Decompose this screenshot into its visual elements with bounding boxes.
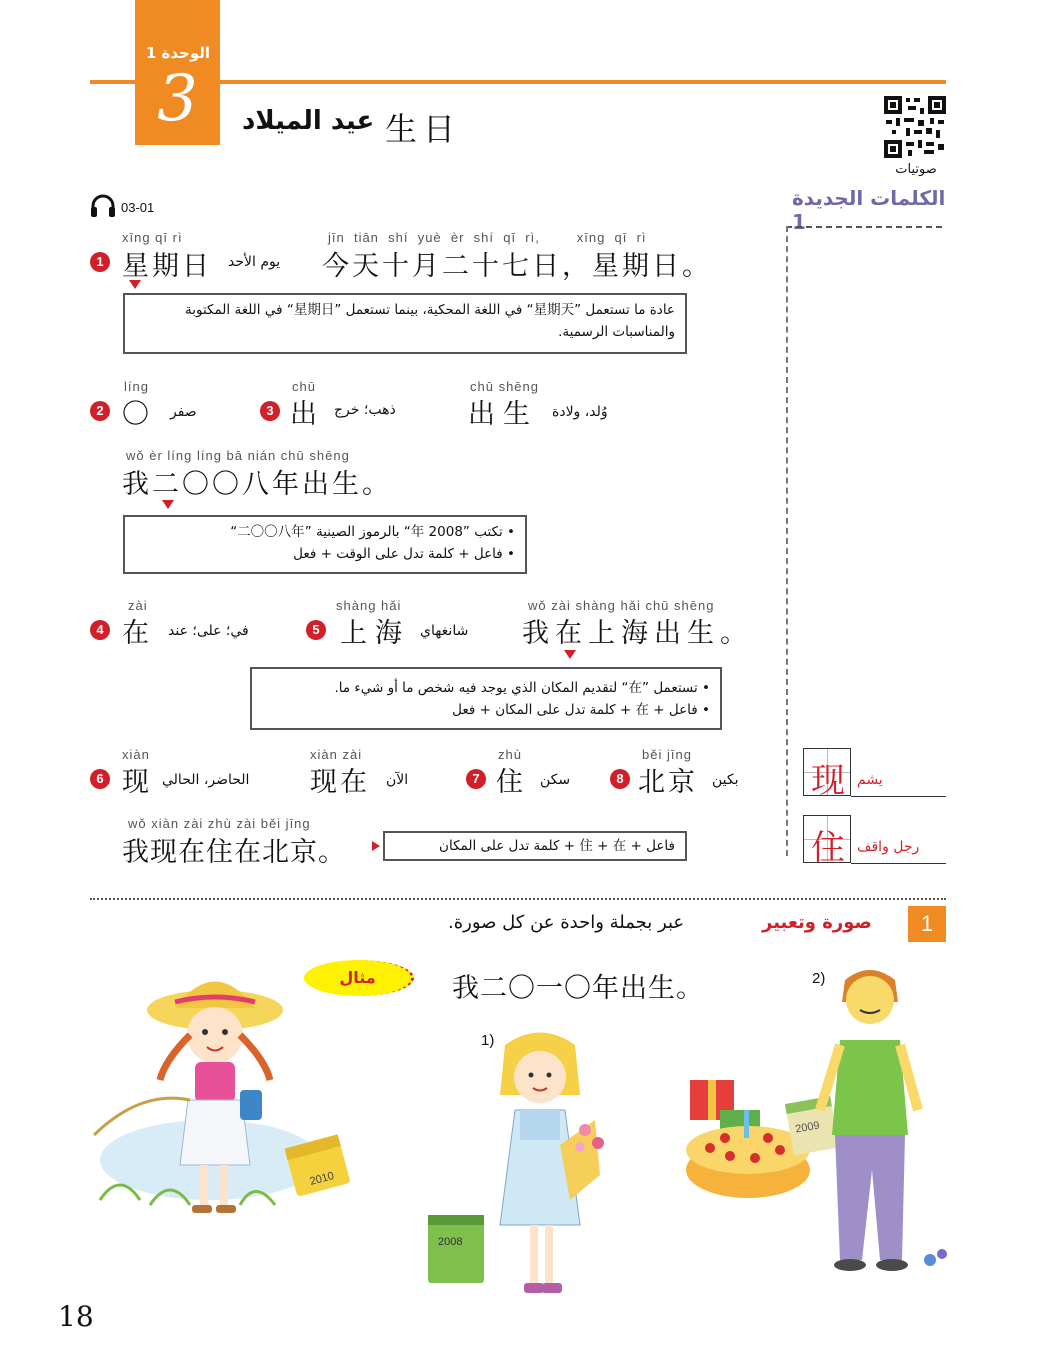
vocab-word-cn: 星期日 [122,251,212,282]
note-line: • فاعل + كلمة تدل على الوقت + فعل [293,546,515,562]
pinyin: xiàn [122,747,150,762]
example-sentence: 我现在住在北京。 [122,837,346,868]
unit-label: الوحدة 1 [145,44,210,62]
vocab-word-cn: 现在 [310,767,370,798]
page-title-ar: عيد الميلاد [242,106,375,136]
girl-with-hat-illustration [80,950,360,1230]
vocab-word-ar: صفر [170,404,197,420]
vocab-word-cn: 住 [496,767,526,798]
section-divider [90,898,946,900]
calendar-year-label: 2008 [438,1236,463,1248]
vocab-number: 7 [466,769,486,789]
pinyin: chū shēng [470,379,539,394]
vocab-word-ar: الحاضر، الحالي [162,772,250,788]
girl-with-flowers-illustration [420,1025,630,1310]
boy-with-cake-illustration [680,960,960,1300]
example-sentence: 今天十月二十七日，星期日。 [322,251,712,282]
exercise-example-sentence: 我二〇一〇年出生。 [452,973,704,1004]
pinyin: wǒ zài shàng hǎi chū shēng [528,598,715,613]
sidebar-char: 住 [811,828,845,868]
exercise-title: صورة وتعبير [762,912,872,933]
lesson-number: 3 [157,62,198,136]
sidebar-char-card [803,815,946,868]
calendar-year-label: 2010 [308,1170,336,1188]
vocab-number: 8 [610,769,630,789]
vocab-word-ar: شانغهاي [420,623,469,639]
note-pointer [129,280,141,289]
picture-label: 2) [812,970,826,987]
page-title-cn: 生日 [385,110,462,148]
vocab-word-ar: الآن [386,772,409,788]
vocab-number: 6 [90,769,110,789]
vocab-number: 2 [90,401,110,421]
pinyin: chū [292,379,316,394]
note-pointer [372,841,380,851]
pinyin: shàng hǎi [336,598,402,613]
vocab-word-ar: يوم الأحد [228,254,281,270]
vocab-number: 5 [306,620,326,640]
example-sentence: 我在上海出生。 [522,618,753,649]
note-line: • فاعل + 在 + كلمة تدل على المكان + فعل [452,702,710,718]
vocab-word-ar: في؛ على؛ عند [168,623,249,639]
vocab-word-cn: 现 [122,767,152,798]
sidebar-dashed-left [786,226,788,856]
sidebar-char-box [803,748,851,801]
vocab-number: 4 [90,620,110,640]
vocab-word-cn: 出生 [468,399,538,430]
pinyin: běi jīng [642,747,692,762]
sidebar-char-box [803,815,851,868]
exercise-instruction: عبر بجملة واحدة عن كل صورة. [448,912,685,933]
pinyin: xiàn zài [310,747,363,762]
vocab-word-cn: 在 [122,618,152,649]
vocab-word-ar: سكن [540,772,571,788]
grammar-note [123,515,527,574]
vocab-number: 3 [260,401,280,421]
pinyin: wǒ xiàn zài zhù zài běi jīng [128,816,311,831]
headphones-icon[interactable] [90,194,116,218]
pinyin: wǒ èr líng líng bā nián chū shēng [126,448,350,463]
pinyin: zhù [498,747,522,762]
sidebar-char-rule [851,863,946,864]
picture-label: 1) [481,1032,495,1049]
example-label: مثال [304,960,414,996]
sidebar-title: الكلمات الجديدة 1 [792,186,946,234]
audio-track: 03-01 [121,200,155,215]
grammar-note: فاعل + 住 + 在 + كلمة تدل على المكان [383,831,687,861]
lesson-badge [135,0,220,145]
pinyin: líng [124,379,149,394]
pinyin: xīng qī rì [122,230,183,245]
example-sentence: 我二〇〇八年出生。 [122,469,392,500]
grammar-note [250,667,722,730]
pinyin: jīn tiān shí yuè èr shí qī rì, xīng qī rì [328,230,647,245]
sidebar-char-hint: يشم [857,772,883,788]
qr-label: صوتيات [895,162,937,177]
vocab-word-ar: ذهب؛ خرج [334,402,396,418]
qr-code-icon[interactable] [884,96,946,158]
sidebar-char-card [803,748,946,801]
sidebar-char-hint: رجل واقف [857,839,920,855]
exercise-number: 1 [908,906,946,942]
page-number: 18 [58,1300,94,1333]
note-line: • تستعمل ”在“ لتقديم المكان الذي يوجد فيه شخص ما أو شيء ما. [334,680,710,696]
sidebar-char-rule [851,796,946,797]
sidebar-char: 现 [811,761,845,801]
note-pointer [564,650,576,659]
pinyin: zài [128,598,148,613]
vocab-number: 1 [90,252,110,272]
vocab-word-cn: 〇 [122,399,152,430]
vocab-word-ar: وُلد، ولادة [552,404,608,420]
sidebar-dashed-top [786,226,942,228]
vocab-word-cn: 出 [290,399,320,430]
note-pointer [162,500,174,509]
vocab-word-cn: 上海 [340,618,410,649]
grammar-note: عادة ما تستعمل ”星期天“ في اللغة المحكية، بينما تستعمل ”星期日“ في اللغة المكتوبة والمناسبات الرسمية. [123,293,687,354]
vocab-word-cn: 北京 [638,767,698,798]
calendar-year-label: 2009 [794,1119,821,1136]
vocab-word-ar: بكين [712,772,739,788]
note-line: • تكتب ”2008 年“ بالرموز الصينية ”二〇〇八年“ [230,524,515,540]
